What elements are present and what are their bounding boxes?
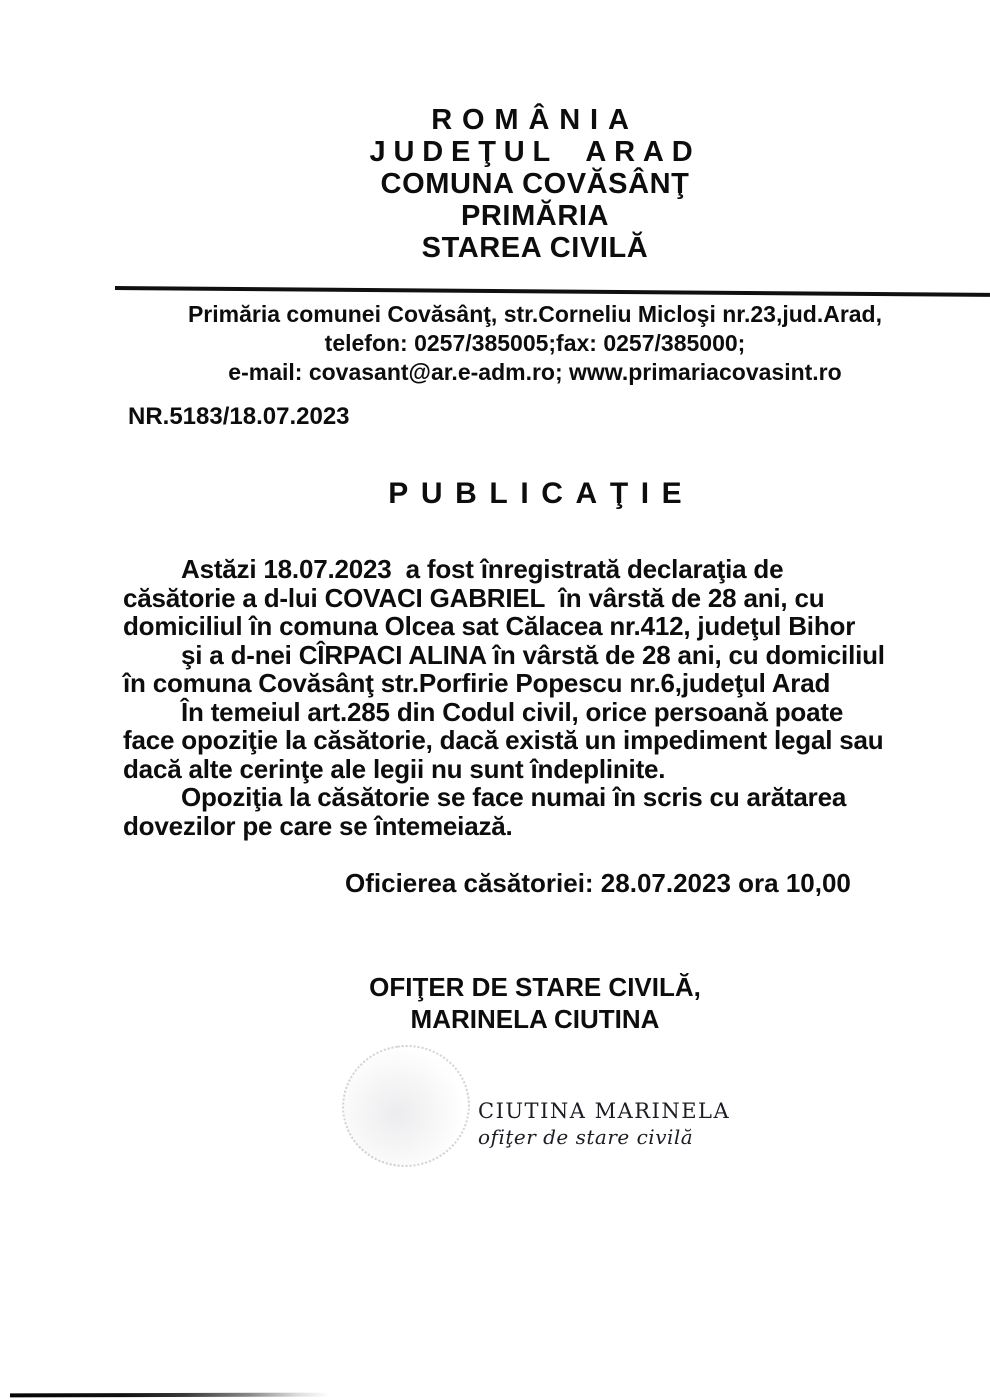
- stamp-role: ofiţer de stare civilă: [478, 1125, 694, 1149]
- document-body: [123, 555, 979, 840]
- body-line: dacă alte cerinţe ale legii nu sunt îndeplinite.: [123, 753, 666, 784]
- body-line: căsătorie a d-lui COVACI GABRIEL în vârstă de 28 ani, cu: [123, 582, 825, 613]
- officer-name: MARINELA CIUTINA: [410, 1004, 660, 1034]
- body-line: Opoziţia la căsătorie se face numai în scris cu arătarea: [181, 782, 847, 812]
- round-stamp-icon: [334, 1037, 478, 1176]
- org-header: [90, 0, 980, 264]
- stamp-name: CIUTINA MARINELA: [478, 1099, 731, 1123]
- header-office: PRIMĂRIA: [460, 200, 610, 232]
- header-county: JUDEŢUL ARAD: [369, 136, 701, 168]
- stamp-area: [90, 1037, 980, 1237]
- contact-email-web: e-mail: covasant@ar.e-adm.ro; www.primariacovasint.ro: [228, 359, 842, 385]
- header-department: STAREA CIVILĂ: [421, 232, 649, 264]
- ceremony-line: Oficierea căsătoriei: 28.07.2023 ora 10,00: [345, 868, 851, 898]
- body-line: Astăzi 18.07.2023 a fost înregistrată declaraţia de: [181, 554, 784, 584]
- body-line: face opoziţie la căsătorie, dacă există un impediment legal sau: [123, 725, 884, 755]
- registration-number: NR.5183/18.07.2023: [128, 403, 350, 430]
- document-content: [90, 0, 980, 1237]
- contact-address: Primăria comunei Covăsânţ, str.Corneliu Micloşi nr.23,jud.Arad,: [187, 301, 883, 327]
- body-line: în comuna Covăsânţ str.Porfirie Popescu nr.6,judeţul Arad: [123, 668, 831, 698]
- officer-signature-block: [90, 971, 980, 1035]
- officer-title: OFIŢER DE STARE CIVILĂ,: [369, 972, 701, 1002]
- name-stamp: [478, 1099, 730, 1149]
- body-line: domiciliul în comuna Olcea sat Călacea nr.412, judeţul Bihor: [123, 611, 856, 641]
- contact-block: [90, 300, 980, 387]
- document-title: PUBLICAŢIE: [388, 477, 695, 510]
- body-line: şi a d-nei CÎRPACI ALINA în vârstă de 28 ani, cu domiciliul: [181, 639, 885, 670]
- body-line: dovezilor pe care se întemeiază.: [123, 810, 513, 841]
- header-commune: COMUNA COVĂSÂNŢ: [380, 168, 690, 200]
- header-country: ROMÂNIA: [431, 104, 639, 136]
- scan-artifact-line: [10, 1393, 330, 1398]
- contact-phone-fax: telefon: 0257/385005;fax: 0257/385000;: [324, 330, 746, 356]
- body-line: În temeiul art.285 din Codul civil, orice persoană poate: [181, 696, 844, 727]
